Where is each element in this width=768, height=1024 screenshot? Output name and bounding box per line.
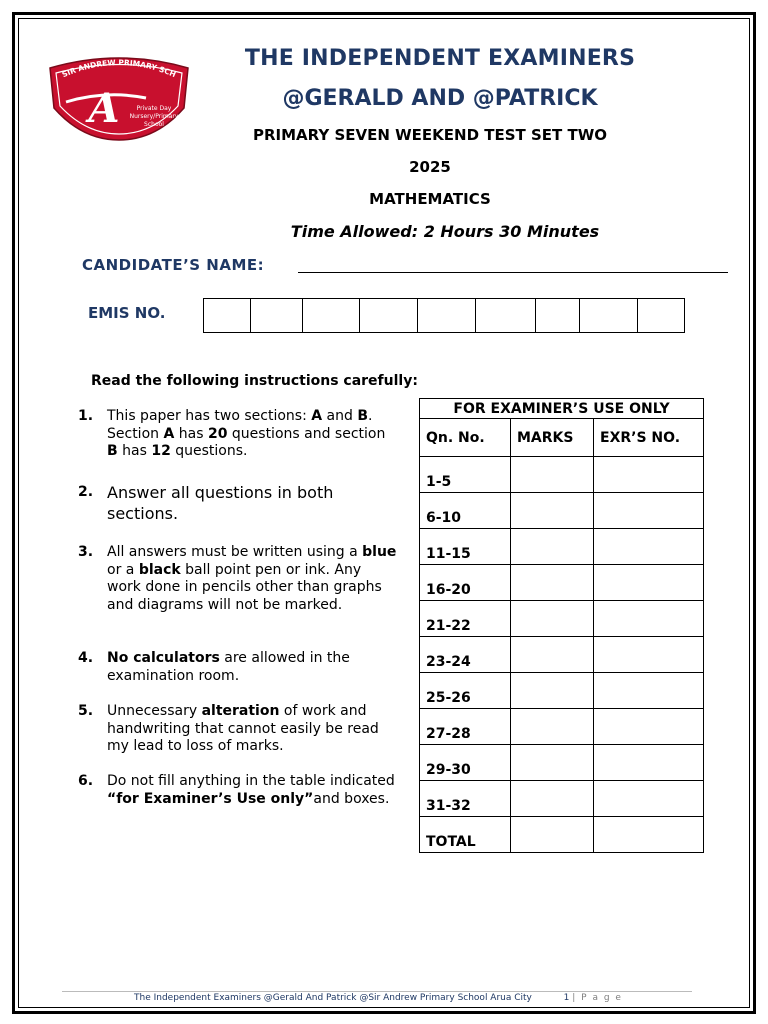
examiner-number-cell: [594, 673, 704, 709]
table-row: [420, 637, 704, 673]
column-header-marks: MARKS: [511, 419, 594, 457]
instruction-segment: are allowed in the examination room.: [107, 650, 350, 684]
logo-tagline-3: School: [144, 121, 164, 128]
table-row: [420, 601, 704, 637]
emis-box[interactable]: [536, 299, 580, 332]
instruction-text: [107, 408, 398, 461]
instruction-segment: All answers must be written using a: [107, 544, 363, 560]
emis-box[interactable]: [303, 299, 360, 332]
footer-text: The Independent Examiners @Gerald And Patrick @Sir Andrew Primary School Arua City: [134, 993, 532, 1003]
instruction-number: 1.: [78, 408, 94, 424]
instruction-emphasis: A: [311, 408, 323, 424]
logo-school-name: SIR ANDREW PRIMARY SCH: [60, 57, 178, 80]
emis-box[interactable]: [418, 299, 476, 332]
emis-number-boxes: [203, 298, 685, 333]
instruction-segment: and: [322, 408, 358, 424]
instruction-segment: ball point pen or ink. Any work done in pencils other than graphs and diagrams will not be marked.: [107, 561, 382, 613]
question-range: 6-10: [420, 493, 511, 529]
instruction-item: [78, 773, 398, 808]
page-number: 1: [563, 993, 570, 1003]
examiner-number-cell: [594, 781, 704, 817]
question-range: 23-24: [420, 637, 511, 673]
table-row: [420, 673, 704, 709]
instruction-segment: Answer all questions in both sections.: [107, 483, 334, 523]
instruction-segment: or a: [107, 561, 139, 578]
examiner-number-cell: [594, 529, 704, 565]
logo-tagline-2: Nursery/Primary: [129, 113, 179, 120]
question-range: 16-20: [420, 565, 511, 601]
table-row: [420, 565, 704, 601]
instruction-emphasis: No calculators: [107, 650, 220, 666]
examiner-number-cell: [594, 493, 704, 529]
candidate-name-field[interactable]: [298, 272, 728, 273]
examiner-number-cell: [594, 565, 704, 601]
examiners-table-title: FOR EXAMINER’S USE ONLY: [420, 399, 704, 419]
question-range: 1-5: [420, 457, 511, 493]
examiners-use-table: [419, 398, 704, 853]
instruction-segment: questions.: [170, 443, 248, 459]
column-header-qn: Qn. No.: [420, 419, 511, 457]
marks-cell: [511, 817, 594, 853]
instruction-emphasis: alteration: [201, 703, 280, 719]
instruction-number: 5.: [78, 703, 94, 719]
emis-box[interactable]: [204, 299, 251, 332]
examiner-number-cell: [594, 637, 704, 673]
question-range: TOTAL: [420, 817, 511, 853]
subject-title: MATHEMATICS: [369, 190, 491, 208]
table-row: [420, 457, 704, 493]
marks-cell: [511, 745, 594, 781]
instruction-segment: and boxes.: [313, 790, 390, 807]
table-row: [420, 745, 704, 781]
instruction-text: [107, 773, 398, 808]
instruction-segment: has: [174, 425, 208, 442]
emis-box[interactable]: [476, 299, 536, 332]
marks-cell: [511, 637, 594, 673]
instruction-segment: of work and handwriting that cannot easily be read my lead to loss of marks.: [107, 703, 379, 754]
question-range: 27-28: [420, 709, 511, 745]
examiner-number-cell: [594, 709, 704, 745]
emis-box[interactable]: [638, 299, 684, 332]
examiners-names: @GERALD AND @PATRICK: [282, 86, 598, 111]
marks-cell: [511, 457, 594, 493]
table-row: [420, 493, 704, 529]
examiner-number-cell: [594, 601, 704, 637]
examiners-title: THE INDEPENDENT EXAMINERS: [244, 46, 636, 71]
instruction-item: [78, 544, 398, 614]
emis-box[interactable]: [580, 299, 638, 332]
marks-cell: [511, 781, 594, 817]
instruction-text: [107, 703, 398, 756]
instruction-item: [78, 482, 398, 524]
instruction-item: [78, 650, 398, 685]
time-allowed: Time Allowed: 2 Hours 30 Minutes: [290, 222, 600, 241]
instruction-number: 4.: [78, 650, 94, 666]
instruction-emphasis: A: [163, 425, 175, 442]
question-range: 21-22: [420, 601, 511, 637]
emis-box[interactable]: [251, 299, 303, 332]
instruction-text: [107, 650, 398, 685]
column-header-examiner: EXR’S NO.: [594, 419, 704, 457]
test-year: 2025: [409, 158, 451, 176]
school-logo: [46, 56, 192, 142]
question-range: 31-32: [420, 781, 511, 817]
marks-cell: [511, 601, 594, 637]
page-word: P a g e: [581, 993, 623, 1003]
examiner-number-cell: [594, 745, 704, 781]
instruction-emphasis: B: [107, 443, 118, 459]
instruction-emphasis: 12: [151, 443, 171, 459]
page-footer: The Independent Examiners @Gerald And Patrick @Sir Andrew Primary School Arua City 1 | P a g e: [134, 993, 623, 1003]
marks-cell: [511, 673, 594, 709]
instruction-item: [78, 408, 398, 461]
instruction-emphasis: 20: [207, 425, 228, 442]
instruction-item: [78, 703, 398, 756]
instruction-emphasis: black: [138, 561, 181, 578]
instruction-number: 3.: [78, 544, 94, 560]
table-row: [420, 529, 704, 565]
instruction-segment: This paper has two sections:: [107, 408, 312, 424]
table-row: [420, 781, 704, 817]
instruction-text: [107, 482, 398, 524]
table-row: [420, 817, 704, 853]
instruction-text: [107, 544, 398, 614]
instruction-segment: questions and section: [227, 425, 386, 442]
marks-cell: [511, 493, 594, 529]
test-title: PRIMARY SEVEN WEEKEND TEST SET TWO: [252, 126, 608, 144]
instruction-emphasis: B: [357, 408, 369, 424]
emis-box[interactable]: [360, 299, 418, 332]
marks-cell: [511, 565, 594, 601]
question-range: 29-30: [420, 745, 511, 781]
instruction-segment: Do not fill anything in the table indicated: [107, 773, 395, 789]
instruction-segment: Unnecessary: [107, 703, 202, 719]
examiner-number-cell: [594, 457, 704, 493]
marks-cell: [511, 529, 594, 565]
candidate-name-label: CANDIDATE’S NAME:: [82, 256, 265, 274]
question-range: 11-15: [420, 529, 511, 565]
emis-label: EMIS NO.: [88, 304, 166, 322]
instruction-number: 6.: [78, 773, 94, 789]
instruction-segment: has: [117, 443, 152, 459]
table-row: [420, 709, 704, 745]
instruction-segment: . Section: [107, 408, 373, 442]
logo-tagline-1: Private Day: [136, 105, 172, 112]
examiner-number-cell: [594, 817, 704, 853]
instructions-heading: Read the following instructions carefully:: [91, 373, 418, 389]
instruction-emphasis: “for Examiner’s Use only”: [107, 790, 314, 807]
instruction-number: 2.: [78, 484, 94, 500]
instruction-emphasis: blue: [362, 544, 397, 560]
marks-cell: [511, 709, 594, 745]
logo-letter: A: [88, 85, 120, 132]
footer-rule: [62, 991, 692, 992]
question-range: 25-26: [420, 673, 511, 709]
